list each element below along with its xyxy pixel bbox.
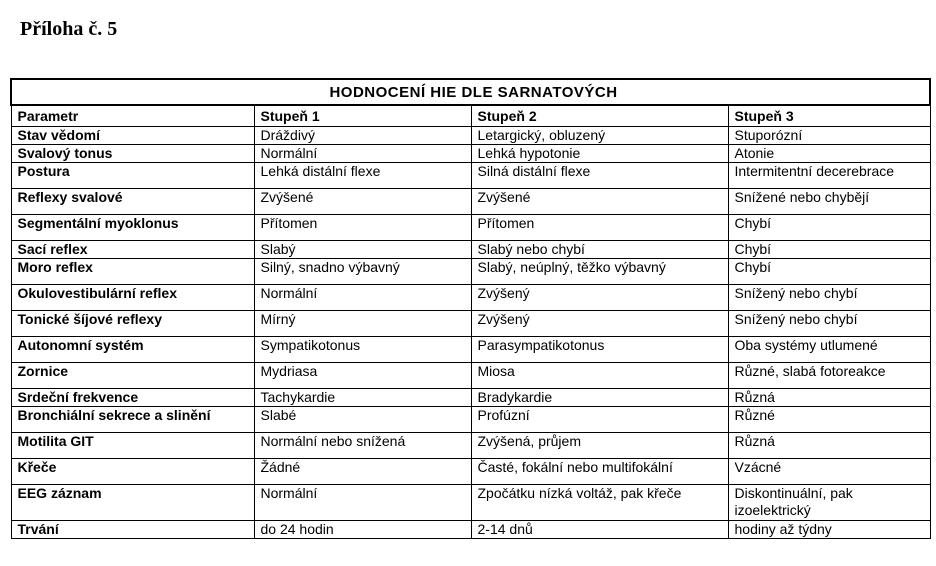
stage-1-cell: Lehká distální flexe <box>254 163 471 189</box>
table-row <box>11 189 930 215</box>
stage-3-cell: Snížený nebo chybí <box>728 285 930 311</box>
page-heading: Příloha č. 5 <box>20 18 118 40</box>
table-row <box>11 337 930 363</box>
stage-2-cell: Miosa <box>471 363 728 389</box>
stage-1-cell: do 24 hodin <box>254 521 471 539</box>
stage-2-cell: Zvýšené <box>471 189 728 215</box>
stage-3-cell: Různá <box>728 389 930 407</box>
table-row <box>11 311 930 337</box>
stage-2-cell: Slabý, neúplný, těžko výbavný <box>471 259 728 285</box>
stage-2-cell: Bradykardie <box>471 389 728 407</box>
table-row <box>11 485 930 521</box>
parameter-cell: Sací reflex <box>11 241 254 259</box>
stage-1-cell: Přítomen <box>254 215 471 241</box>
parameter-cell: Trvání <box>11 521 254 539</box>
stage-3-cell: Vzácné <box>728 459 930 485</box>
parameter-cell: Moro reflex <box>11 259 254 285</box>
parameter-cell: Křeče <box>11 459 254 485</box>
table-row <box>11 163 930 189</box>
parameter-cell: Motilita GIT <box>11 433 254 459</box>
stage-3-cell: Různá <box>728 433 930 459</box>
stage-3-cell: Diskontinuální, pak izoelektrický <box>728 485 930 521</box>
table-row <box>11 215 930 241</box>
stage-3-cell: Různé, slabá fotoreakce <box>728 363 930 389</box>
stage-1-cell: Tachykardie <box>254 389 471 407</box>
stage-2-cell: Zvýšený <box>471 285 728 311</box>
table-row <box>11 285 930 311</box>
stage-1-cell: Žádné <box>254 459 471 485</box>
table-header-row <box>11 105 930 127</box>
parameter-cell: Stav vědomí <box>11 127 254 145</box>
table-body <box>11 127 930 539</box>
stage-1-cell: Sympatikotonus <box>254 337 471 363</box>
stage-2-cell: Parasympatikotonus <box>471 337 728 363</box>
table-row <box>11 145 930 163</box>
stage-3-cell: Snížený nebo chybí <box>728 311 930 337</box>
parameter-cell: Okulovestibulární reflex <box>11 285 254 311</box>
stage-2-cell: Časté, fokální nebo multifokální <box>471 459 728 485</box>
parameter-cell: Postura <box>11 163 254 189</box>
stage-1-cell: Normální <box>254 485 471 521</box>
sarnat-table <box>10 78 931 539</box>
parameter-cell: Zornice <box>11 363 254 389</box>
parameter-cell: Reflexy svalové <box>11 189 254 215</box>
table-row <box>11 521 930 539</box>
stage-3-cell: Stuporózní <box>728 127 930 145</box>
stage-3-cell: Intermitentní decerebrace <box>728 163 930 189</box>
parameter-cell: Bronchiální sekrece a slinění <box>11 407 254 433</box>
stage-2-cell: Profúzní <box>471 407 728 433</box>
stage-3-cell: Oba systémy utlumené <box>728 337 930 363</box>
stage-1-cell: Normální <box>254 285 471 311</box>
parameter-cell: Segmentální myoklonus <box>11 215 254 241</box>
stage-2-cell: Zvýšený <box>471 311 728 337</box>
stage-3-cell: hodiny až týdny <box>728 521 930 539</box>
table-row <box>11 241 930 259</box>
table-row <box>11 433 930 459</box>
stage-1-cell: Normální nebo snížená <box>254 433 471 459</box>
table-row <box>11 259 930 285</box>
table-title: HODNOCENÍ HIE DLE SARNATOVÝCH <box>11 79 930 105</box>
stage-3-cell: Chybí <box>728 259 930 285</box>
table-title-row <box>11 79 930 105</box>
stage-1-cell: Dráždivý <box>254 127 471 145</box>
stage-2-cell: Silná distální flexe <box>471 163 728 189</box>
stage-2-cell: Přítomen <box>471 215 728 241</box>
stage-1-cell: Mydriasa <box>254 363 471 389</box>
column-header-stupen-3: Stupeň 3 <box>728 105 930 127</box>
table-row <box>11 459 930 485</box>
stage-1-cell: Silný, snadno výbavný <box>254 259 471 285</box>
stage-1-cell: Mírný <box>254 311 471 337</box>
table-row <box>11 363 930 389</box>
parameter-cell: Srdeční frekvence <box>11 389 254 407</box>
parameter-cell: Autonomní systém <box>11 337 254 363</box>
column-header-stupen-1: Stupeň 1 <box>254 105 471 127</box>
stage-1-cell: Slabé <box>254 407 471 433</box>
parameter-cell: EEG záznam <box>11 485 254 521</box>
stage-2-cell: 2-14 dnů <box>471 521 728 539</box>
parameter-cell: Tonické šíjové reflexy <box>11 311 254 337</box>
stage-1-cell: Slabý <box>254 241 471 259</box>
column-header-parametr: Parametr <box>11 105 254 127</box>
stage-2-cell: Letargický, obluzený <box>471 127 728 145</box>
table-row <box>11 127 930 145</box>
table-row <box>11 389 930 407</box>
stage-3-cell: Chybí <box>728 215 930 241</box>
stage-2-cell: Slabý nebo chybí <box>471 241 728 259</box>
parameter-cell: Svalový tonus <box>11 145 254 163</box>
table-row <box>11 407 930 433</box>
stage-3-cell: Chybí <box>728 241 930 259</box>
stage-3-cell: Atonie <box>728 145 930 163</box>
stage-1-cell: Normální <box>254 145 471 163</box>
column-header-stupen-2: Stupeň 2 <box>471 105 728 127</box>
stage-2-cell: Zpočátku nízká voltáž, pak křeče <box>471 485 728 521</box>
stage-3-cell: Různé <box>728 407 930 433</box>
stage-2-cell: Lehká hypotonie <box>471 145 728 163</box>
stage-1-cell: Zvýšené <box>254 189 471 215</box>
stage-3-cell: Snížené nebo chybějí <box>728 189 930 215</box>
stage-2-cell: Zvýšená, průjem <box>471 433 728 459</box>
